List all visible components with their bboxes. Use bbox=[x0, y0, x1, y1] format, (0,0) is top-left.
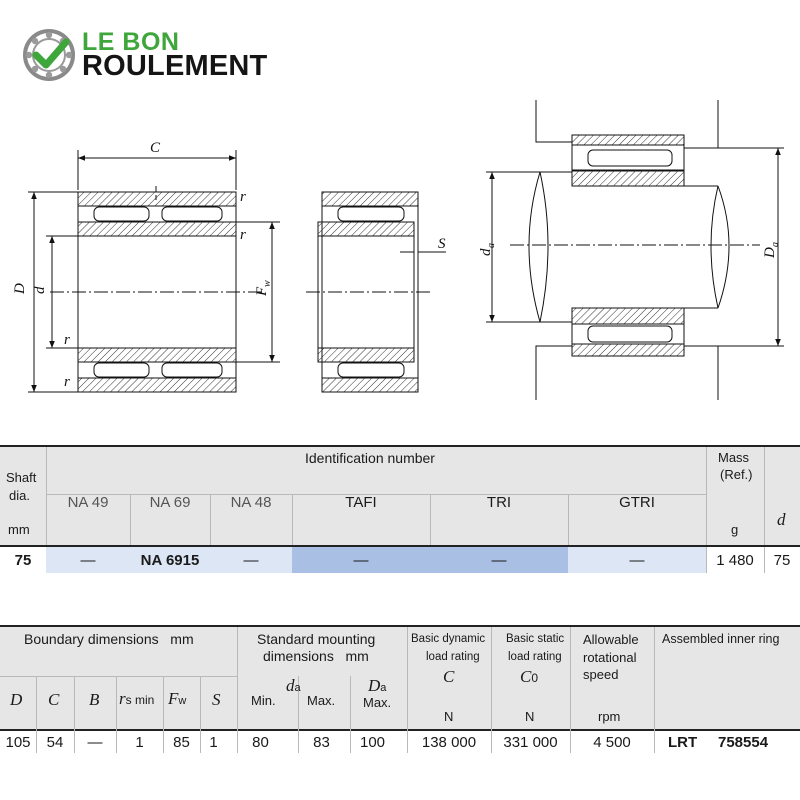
row-Cr: 138 000 bbox=[421, 733, 477, 751]
unit-rpm: rpm bbox=[598, 709, 621, 724]
shaft-unit: mm bbox=[8, 522, 30, 537]
row-Da-max: 100 bbox=[359, 733, 386, 751]
sym-C0 bbox=[520, 667, 538, 687]
row-shaft: 75 bbox=[14, 551, 32, 569]
row-rs: 1 bbox=[135, 733, 144, 751]
row-speed: 4 500 bbox=[593, 733, 631, 751]
sym-rs-sub: s min bbox=[125, 693, 155, 707]
sym-S: S bbox=[212, 690, 221, 709]
col-na48: NA 48 bbox=[230, 493, 272, 511]
row-da-max: 83 bbox=[313, 733, 330, 751]
label-da-sub: a bbox=[486, 243, 497, 248]
sym-da-sub: a bbox=[294, 682, 301, 694]
logo-line1: LE BON bbox=[82, 28, 180, 56]
shaft-label: Shaft bbox=[6, 470, 37, 485]
label-max: Max. bbox=[307, 693, 336, 708]
d-label: d bbox=[777, 510, 786, 529]
label-r1: r bbox=[240, 189, 246, 205]
mass-label-2: (Ref.) bbox=[720, 467, 753, 482]
static-header-2: load rating bbox=[508, 651, 562, 663]
label-S: S bbox=[438, 236, 446, 252]
sym-B: B bbox=[89, 690, 100, 709]
col-tri: TRI bbox=[486, 493, 512, 511]
row-B: — bbox=[87, 733, 103, 751]
label-max-2: Max. bbox=[363, 695, 392, 710]
label-r2: r bbox=[240, 227, 246, 243]
identification-header: Identification number bbox=[305, 450, 435, 466]
row-d: 75 bbox=[773, 551, 791, 569]
label-min: Min. bbox=[251, 693, 276, 708]
sym-Da bbox=[368, 676, 386, 696]
label-r3: r bbox=[64, 332, 70, 348]
label-Fw-sub: w bbox=[262, 280, 273, 287]
sym-rs bbox=[119, 689, 154, 709]
logo-line2: ROULEMENT bbox=[82, 50, 268, 82]
sym-Da-main: D bbox=[368, 676, 381, 695]
bearing-technical-drawing bbox=[0, 95, 800, 405]
bearing-check-icon bbox=[22, 28, 76, 82]
dynamic-header-2: load rating bbox=[426, 651, 480, 663]
row-tri: — bbox=[491, 551, 507, 569]
label-D: D bbox=[12, 283, 28, 294]
brand-logo bbox=[22, 26, 302, 86]
row-C: 54 bbox=[46, 733, 64, 751]
row-S: 1 bbox=[209, 733, 218, 751]
row-na69: NA 6915 bbox=[140, 551, 200, 569]
row-da-min: 80 bbox=[252, 733, 269, 751]
mass-unit: g bbox=[731, 522, 739, 537]
row-na49: — bbox=[80, 551, 96, 569]
row-Fw: 85 bbox=[173, 733, 190, 751]
sym-Fw-main: F bbox=[168, 689, 179, 708]
shaft-label-2: dia. bbox=[9, 488, 30, 503]
row-na48: — bbox=[243, 551, 259, 569]
mounting-assembly bbox=[486, 100, 784, 400]
col-na69: NA 69 bbox=[149, 493, 191, 511]
dynamic-header-1: Basic dynamic bbox=[411, 633, 486, 645]
label-d: d bbox=[32, 286, 48, 294]
sym-Cr: C bbox=[443, 667, 455, 686]
label-Fw: F bbox=[254, 286, 270, 296]
label-r4: r bbox=[64, 374, 70, 390]
label-C: C bbox=[150, 140, 161, 156]
sym-rs-main: r bbox=[119, 689, 126, 708]
sym-da-main: d bbox=[286, 676, 295, 695]
bearing-section-left bbox=[28, 150, 280, 392]
row-inner-number: 758554 bbox=[718, 733, 769, 751]
sym-C0-main: C bbox=[520, 667, 532, 686]
inner-ring-header: Assembled inner ring bbox=[662, 632, 780, 646]
mounting-header-1: Standard mounting bbox=[257, 631, 376, 647]
sym-D: D bbox=[10, 690, 23, 709]
unit-N-dyn: N bbox=[444, 709, 454, 724]
col-na49: NA 49 bbox=[67, 493, 109, 511]
sym-Fw bbox=[168, 689, 186, 709]
bearing-section-middle bbox=[306, 192, 446, 392]
speed-header-3: speed bbox=[583, 667, 619, 682]
col-gtri: GTRI bbox=[619, 493, 655, 511]
row-mass: 1 480 bbox=[716, 551, 754, 569]
row-tafi: — bbox=[353, 551, 369, 569]
row-inner-prefix: LRT bbox=[668, 733, 698, 751]
sym-Da-sub: a bbox=[380, 682, 387, 694]
sym-C: C bbox=[48, 690, 60, 709]
row-C0: 331 000 bbox=[503, 733, 558, 751]
unit-N-stat: N bbox=[525, 709, 535, 724]
mass-label: Mass bbox=[718, 450, 750, 465]
sym-C0-sub: 0 bbox=[531, 671, 539, 685]
speed-header-2: rotational bbox=[583, 650, 637, 665]
mounting-header-2: dimensions mm bbox=[263, 648, 369, 664]
boundary-header: Boundary dimensions mm bbox=[24, 631, 194, 647]
label-Da-sub: a bbox=[770, 242, 781, 247]
col-tafi: TAFI bbox=[345, 493, 377, 511]
label-Da: D bbox=[762, 247, 778, 258]
speed-header-1: Allowable bbox=[583, 632, 639, 647]
sym-da bbox=[286, 676, 301, 696]
static-header-1: Basic static bbox=[506, 633, 565, 645]
sym-Fw-sub: w bbox=[178, 695, 187, 707]
label-da: d bbox=[478, 248, 494, 256]
row-gtri: — bbox=[629, 551, 645, 569]
row-D: 105 bbox=[5, 733, 31, 751]
